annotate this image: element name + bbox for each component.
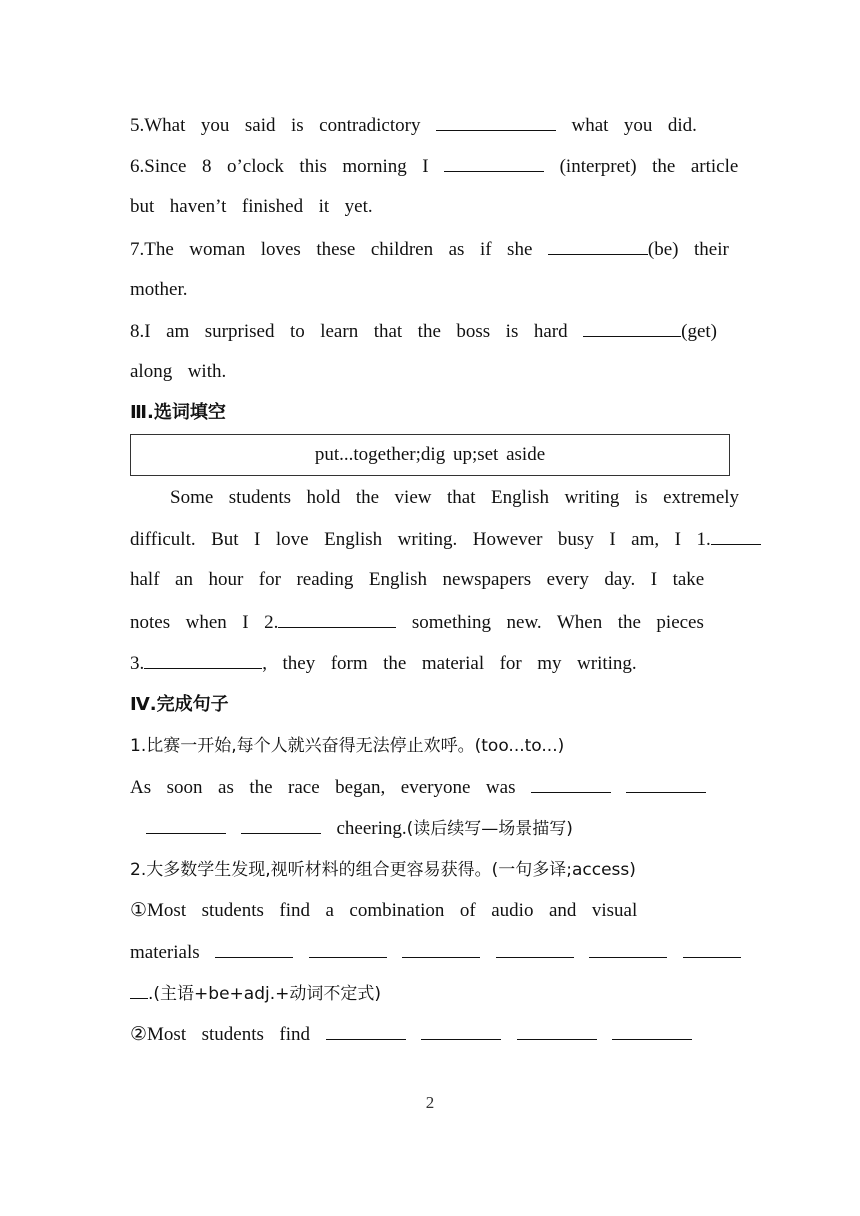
answer-blank[interactable] (241, 815, 321, 834)
page-number: 2 (425, 1093, 435, 1112)
answer-blank[interactable] (626, 774, 706, 793)
answer-blank[interactable] (402, 939, 480, 958)
answer-blank[interactable] (444, 153, 544, 172)
question-4-1-line2: cheering.(读后续写—场景描写) (130, 815, 730, 842)
answer-blank[interactable] (309, 939, 387, 958)
question-5: 5.What you said is contradictory what you did. (130, 112, 730, 139)
word-bank-box (130, 434, 730, 476)
answer-blank[interactable] (683, 939, 741, 958)
passage-line-2: difficult. But I love English writing. However busy I am, I 1. (130, 526, 730, 553)
section-3-heading: Ⅲ.选词填空 (130, 402, 226, 423)
passage-line-1: Some students hold the view that English writing is extremely (170, 487, 740, 508)
answer-blank[interactable] (144, 650, 262, 669)
answer-blank[interactable] (548, 236, 648, 255)
answer-blank[interactable] (496, 939, 574, 958)
question-4-2-a-line2: materials (130, 939, 730, 966)
question-4-2-prompt: 2.大多数学生发现,视听材料的组合更容易获得。(一句多译;access) (130, 860, 636, 880)
question-8: 8.I am surprised to learn that the boss is hard (get) (130, 318, 730, 345)
passage-line-4: notes when I 2. something new. When the pieces (130, 609, 730, 636)
answer-blank[interactable] (531, 774, 611, 793)
question-8-line2: along with. (130, 361, 227, 382)
question-6-line2: but haven’t finished it yet. (130, 196, 373, 217)
answer-blank[interactable] (215, 939, 293, 958)
section-4-heading: Ⅳ.完成句子 (130, 694, 229, 715)
answer-blank[interactable] (146, 815, 226, 834)
passage-line-3: half an hour for reading English newspapers every day. I take (130, 569, 705, 590)
answer-blank[interactable] (421, 1021, 501, 1040)
answer-blank[interactable] (517, 1021, 597, 1040)
answer-blank[interactable] (589, 939, 667, 958)
answer-blank[interactable] (436, 112, 556, 131)
question-6: 6.Since 8 o’clock this morning I (interpret) the article (130, 153, 730, 180)
answer-blank[interactable] (612, 1021, 692, 1040)
answer-blank[interactable] (278, 609, 396, 628)
question-7-line2: mother. (130, 279, 188, 300)
answer-blank[interactable] (711, 526, 761, 545)
answer-blank[interactable] (583, 318, 681, 337)
passage-line-5: 3. , they form the material for my writing. (130, 650, 730, 677)
question-4-2-a-line1: ①Most students find a combination of audio and visual (130, 900, 638, 921)
question-4-2-a-line3: .(主语+be+adj.+动词不定式) (130, 980, 730, 1007)
answer-blank[interactable] (326, 1021, 406, 1040)
question-4-2-b-line1: ②Most students find (130, 1021, 730, 1048)
word-bank-text: put...together;dig up;set aside (314, 444, 546, 465)
question-4-1-prompt: 1.比赛一开始,每个人就兴奋得无法停止欢呼。(too...to...) (130, 736, 565, 756)
answer-blank[interactable] (130, 980, 148, 999)
question-7: 7.The woman loves these children as if she (be) their (130, 236, 730, 263)
question-4-1-line1: As soon as the race began, everyone was (130, 774, 730, 801)
